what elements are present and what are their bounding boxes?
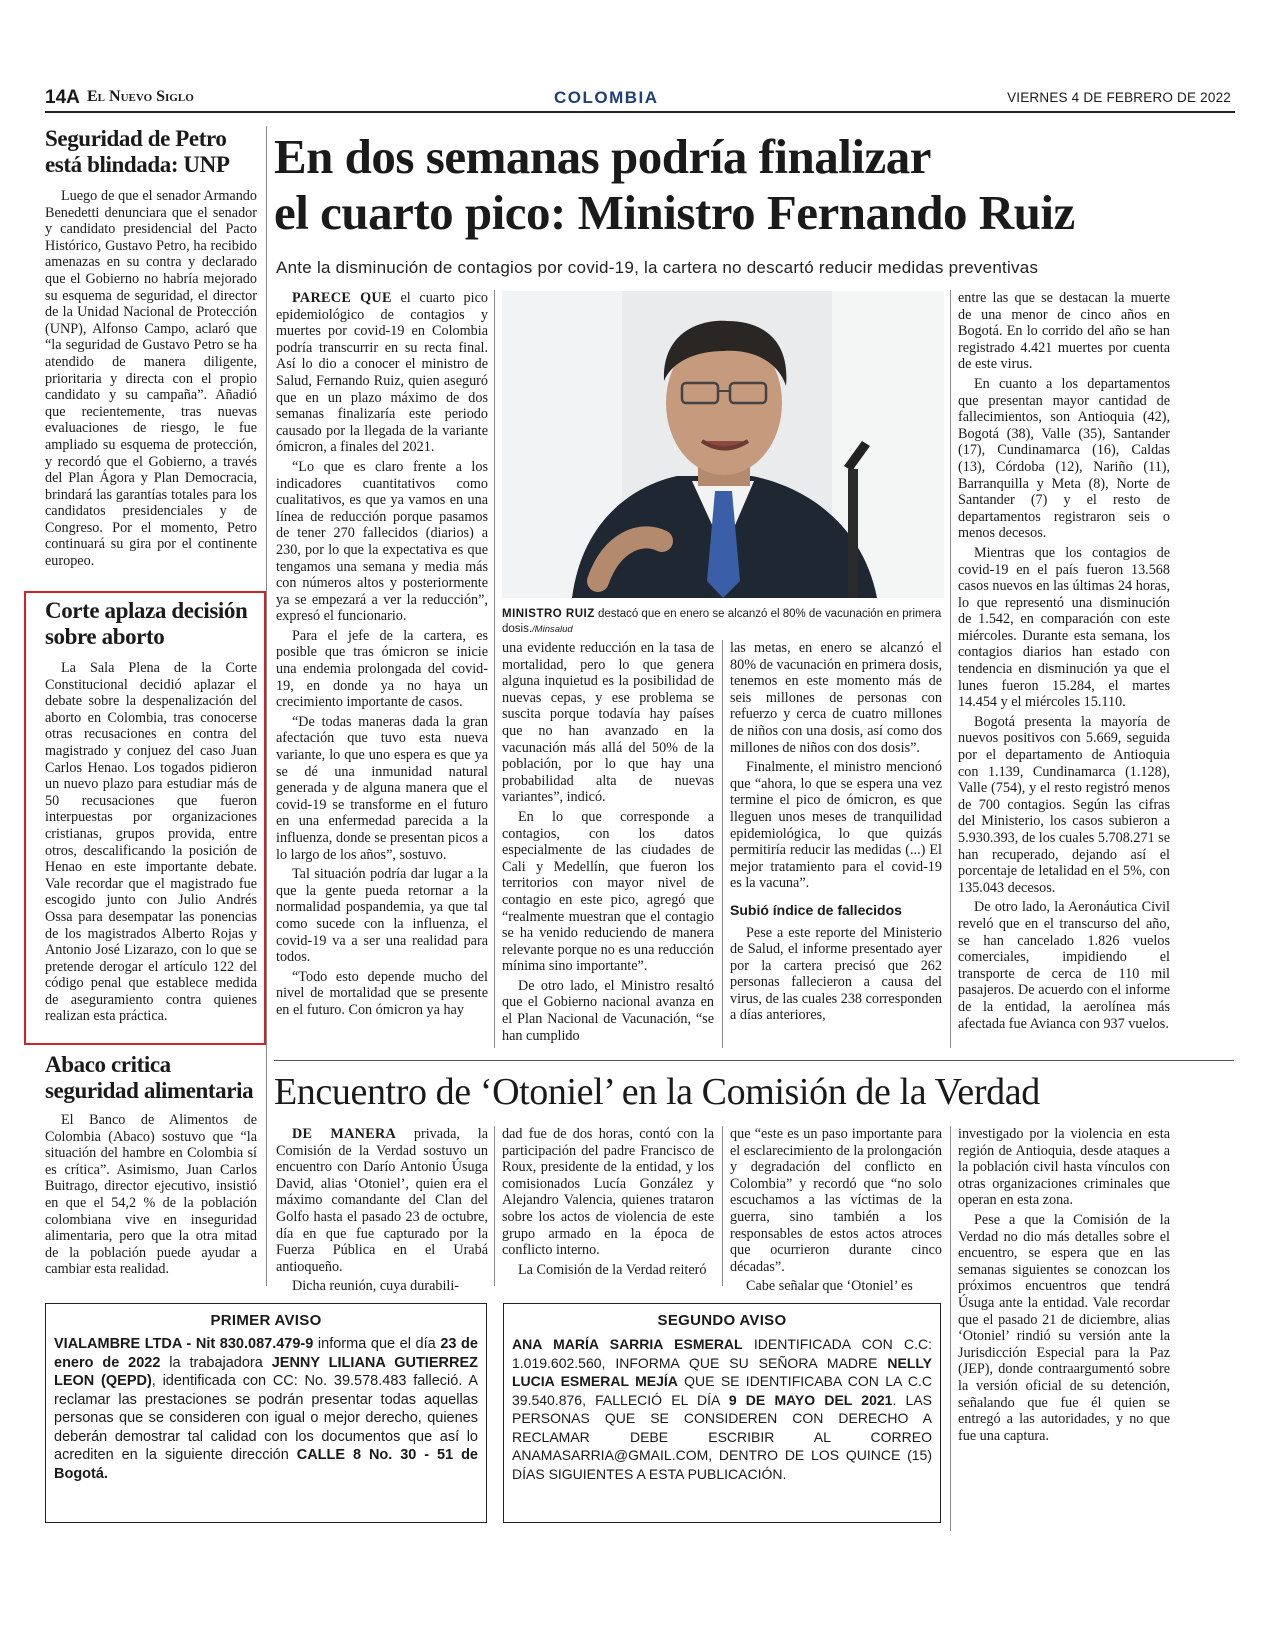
photo-credit: /Minsalud <box>532 624 573 635</box>
column-rule <box>950 290 951 1048</box>
photo-caption-lead: MINISTRO RUIZ <box>502 608 595 620</box>
notice-segundo-aviso <box>503 1303 941 1523</box>
section-label: COLOMBIA <box>554 88 659 107</box>
column-rule <box>722 640 723 1048</box>
sidebar-story-abaco <box>45 1052 257 1278</box>
sidebar-body-aborto: La Sala Plena de la Corte Constitucional decidió aplazar el debate sobre la despenalización del aborto en Colombia, tras conocerse otras recusaciones en contra del magistrado y conjuez del caso Juan Carlos Henao. Los togados pidieron un nuevo plazo para estudiar más de 50 recusaciones que fueron interpuestas por organizaciones cristianas, grupos provida, entre otros, descalificando la posición de Henao en este importante debate. Vale recordar que el magistrado fue escogido junto con Julio Andrés Ossa para desempatar las ponencias de los magistrados Alberto Rojas y Antonio José Lizarazo, con lo que se pretende derogar el artículo 122 del código penal que establece medida de aseguramiento contra quienes realizan esta práctica. <box>45 660 257 1025</box>
main-column-1: PARECE QUE el cuarto pico epidemiológico de contagios y muertes por covid-19 en Colombia podría transcurrir en su recta final. Así lo dio a conocer el ministro de Salud, Fernando Ruiz, quien aseguró que en un plazo máximo de dos semanas finalizaría este periodo causado por la llegada de la variante ómicron, a finales del 2021. “Lo que es claro frente a los indicadores cuantitativos como cualitativos, es que ya vamos en una línea de reducción porque pasamos de tener 270 fallecidos (diarios) a 230, por lo que la expectativa es que tengamos una semana y media más con números altos y posteriormente ya se empezará a ver la reducción”, expresó el funcionario. Para el jefe de la cartera, es posible que tras ómicron se inicie una endemia prolongada del covid-19, en donde ya no haya un crecimiento importante de casos. “De todas maneras dada la gran afectación que tuvo esta nueva variante, lo que uno espera es que ya se dé una inmunidad natural generada y de alguna manera que el covid-19 se transforme en el futuro en una enfermedad parecida a la influenza, donde se presentan picos a lo largo de los años”, sostuvo. Tal situación podría dar lugar a la que la gente pueda retornar a la normalidad pospandemia, ya que tal como sucede con la influenza, el covid-19 va a ser una realidad para todos. “Todo esto depende mucho del nivel de mortalidad que se presente en el futuro. Con ómicron ya hay <box>276 290 488 1018</box>
second-column-1: DE MANERA privada, la Comisión de la Verdad sostuvo un encuentro con Darío Antonio Úsuga David, alias ‘Otoniel’, quien era el máximo comandante del Clan del Golfo hasta el pasado 23 de octubre, día en que fue capturado por la Fuerza Pública en el Urabá antioqueño. Dicha reunión, cuya durabili- <box>276 1126 489 1295</box>
minister-photo <box>502 291 944 598</box>
photo-caption <box>502 607 946 637</box>
main-column-3: las metas, en enero se alcanzó el 80% de vacunación en primera dosis, tenemos en este momento más de seis millones de personas con refuerzo y cerca de cuatro millones de niños con una dosis, así como dos millones de niños con dos dosis”. Finalmente, el ministro mencionó que “ahora, lo que se espera una vez termine el pico de ómicron, es que lleguen unos meses de tranquilidad epidemiológica, lo que quizás permitiría reducir las medidas (...) El mejor tratamiento para el covid-19 es la vacuna”. Subió índice de fallecidos Pese a este reporte del Ministerio de Salud, el informe presentado ayer por la cartera precisó que 262 personas fallecieron a causa del virus, de las cuales 238 corresponden a días anteriores, <box>730 640 942 1024</box>
column-rule <box>494 1126 495 1286</box>
sidebar-story-petro <box>45 126 257 570</box>
notice-primer-aviso <box>45 1303 487 1523</box>
second-column-3: que “este es un paso importante para el esclarecimiento de la prolongación y degradación del conflicto en Colombia” y recordó que “no solo escuchamos a las víctimas de la guerra, sino también a los responsables de estos actos atroces que ocurrieron durante cinco décadas”. Cabe señalar que ‘Otoniel’ es <box>730 1126 942 1295</box>
paper-name: El Nuevo Siglo <box>87 88 194 105</box>
sidebar-title-abaco: Abaco critica seguridad alimentaria <box>45 1052 254 1103</box>
main-headline-line2: el cuarto pico: Ministro Fernando Ruiz <box>274 185 1075 240</box>
second-lead: DE MANERA <box>292 1126 397 1142</box>
main-column-4: entre las que se destacan la muerte de una menor de cinco años en Bogotá. En lo corrido del año se han registrado 4.421 muertes por cuenta de este virus. En cuanto a los departamentos que presentan mayor cantidad de fallecimientos, son Antioquia (42), Bogotá (38), Valle (35), Santander (17), Cundinamarca (16), Caldas (13), Córdoba (12), Nariño (11), Barranquilla y Meta (8), Norte de Santander (7) y el resto de departamentos registraron seis o menos decesos. Mientras que los contagios de covid-19 en el país fueron 13.568 casos nuevos en las últimas 24 horas, lo que representó una disminución de 1.542, en comparación con este miércoles. Durante esta semana, los contagios diarios han estado con tendencia en disminución ya que el lunes fueron 15.284, el martes 14.454 y el miércoles 15.110. Bogotá presenta la mayoría de nuevos positivos con 5.669, seguida por el departamento de Antioquia con 1.139, Cundinamarca (1.128), Valle (754), y el resto registró menos de 700 contagios. Según las cifras del Ministerio, los casos subieron a 5.930.393, de los cuales 5.708.271 se han recuperado, dejando así el porcentaje de letalidad en el 5%, con 135.043 decesos. De otro lado, la Aeronáutica Civil reveló que en el transcurso del año, se han cancelado 1.826 vuelos comerciales, impidiendo el transporte de cerca de 110 mil pasajeros. De acuerdo con el informe de la entidad, la aerolínea más afectada fue Avianca con 937 vuelos. <box>958 290 1170 1032</box>
photo-caption-text: destacó que en enero se alcanzó el 80% de vacunación en primera dosis. <box>502 608 942 635</box>
sidebar-body-petro: Luego de que el senador Armando Benedetti denunciara que el senador y candidato presidencial del Pacto Histórico, Gustavo Petro, ha recibido amenazas en su contra y declarado que el Gobierno no habría mejorado su esquema de seguridad, el director de la Unidad Nacional de Protección (UNP), Alfonso Campo, aclaró que “la seguridad de Gustavo Petro se ha atendido de manera diligente, prioritaria y directa con el propio candidato y su campaña”. Añadió que recientemente, tras nuevas evaluaciones de riesgo, le fue ampliado su esquema de protección, y recordó que el Gobierno, a través del Plan Ágora y Plan Democracia, brindará las garantías totales para los candidatos presidenciales y de Congreso. Por el momento, Petro continuará su gira por el continente europeo. <box>45 188 257 570</box>
column-rule <box>722 1126 723 1286</box>
subhead-fallecidos: Subió índice de fallecidos <box>730 901 902 918</box>
column-rule <box>950 1126 951 1531</box>
minister-portrait-icon <box>502 291 944 598</box>
notice-body: ANA MARÍA SARRIA ESMERAL IDENTIFICADA CON C.C: 1.019.602.560, INFORMA QUE SU SEÑORA MADRE NELLY LUCIA ESMERAL MEJÍA QUE SE IDENTIFICABA CON LA C.C 39.540.876, FALLECIÓ EL DÍA 9 DE MAYO DEL 2021. LAS PERSONAS QUE SE CONSIDEREN CON DERECHO A RECLAMAR DEBE ESCRIBIR AL CORREO ANAMASARRIA@GMAIL.COM, DENTRO DE LOS QUINCE (15) DÍAS SIGUIENTES A ESTA PUBLICACIÓN. <box>512 1336 933 1482</box>
sidebar-title-petro: Seguridad de Petro está blindada: UNP <box>45 126 230 177</box>
page-header <box>45 84 1235 114</box>
sidebar-title-aborto: Corte aplaza decisión sobre aborto <box>45 598 248 649</box>
main-column-2: una evidente reducción en la tasa de mortalidad, pero lo que genera alguna inquietud es la posibilidad de nuevas cepas, y ese problema se suscita porque todavía hay países que no han avanzado en la vacunación más allá del 50% de la población, por lo que hay una probabilidad alta de nuevas variantes”, indicó. En lo que corresponde a contagios, con los datos especialmente de las ciudades de Cali y Medellín, que fueron los territorios con mayor nivel de contagio en este pico, agregó que “realmente muestran que el contagio se ha venido reduciendo de manera relevante porque no es una reducción mínima sino importante”. De otro lado, el Ministro resaltó que el Gobierno nacional avanza en el Plan Nacional de Vacunación, “se han cumplido <box>502 640 714 1044</box>
main-headline <box>274 129 1234 241</box>
second-column-2: dad fue de dos horas, contó con la participación del padre Francisco de Roux, presidente de la entidad, y los comisionados Lucía González y Alejandro Valencia, quienes trataron sobre los actos de violencia de este grupo armado en la época de conflicto interno. La Comisión de la Verdad reiteró <box>502 1126 714 1278</box>
main-headline-line1: En dos semanas podría finalizar <box>274 129 931 184</box>
sidebar-story-aborto <box>45 598 257 1025</box>
main-lead: PARECE QUE <box>292 290 392 306</box>
issue-date: VIERNES 4 DE FEBRERO DE 2022 <box>1007 90 1231 105</box>
second-column-4: investigado por la violencia en esta región de Antioquia, desde ataques a la población civil hasta vínculos con otras organizaciones criminales que operan en esta zona. Pese a que la Comisión de la Verdad no dio más detalles sobre el encuentro, se espera que en las semanas siguientes se conozcan los próximos encuentros que tendrá Úsuga ante la entidad. Vale recordar que el pasado 21 de diciembre, alias ‘Otoniel’ rindió su versión ante la Jurisdicción Especial para la Paz (JEP), donde contraargumentó sobre la versión oficial de su detención, señalando que fue él quien se entregó a las autoridades, y no que fue una captura. <box>958 1126 1170 1444</box>
sidebar-divider <box>266 126 267 1286</box>
notice-body: VIALAMBRE LTDA - Nit 830.087.479-9 informa que el día 23 de enero de 2022 la trabajadora JENNY LILIANA GUTIERREZ LEON (QEPD), identificada con CC: No. 39.578.483 falleció. A reclamar las prestaciones se podrán presentar todas aquellas personas que se consideren con igual o mejor derecho, quienes deberán demostrar tal calidad con los documentos que así lo acrediten en la siguiente dirección CALLE 8 No. 30 - 51 de Bogotá. <box>54 1336 479 1482</box>
second-headline: Encuentro de ‘Otoniel’ en la Comisión de la Verdad <box>274 1071 1040 1113</box>
page-number: 14A <box>45 87 80 108</box>
notice-title: SEGUNDO AVISO <box>657 1312 787 1329</box>
story-divider <box>274 1060 1234 1061</box>
notice-title: PRIMER AVISO <box>210 1312 322 1329</box>
main-deck: Ante la disminución de contagios por covid-19, la cartera no descartó reducir medidas preventivas <box>276 258 1039 277</box>
sidebar-body-abaco: El Banco de Alimentos de Colombia (Abaco) sostuvo que “la situación del hambre en Colombia sí es crítica”. Asimismo, Juan Carlos Buitrago, director ejecutivo, insistió en que el 54,2 % de la población colombiana vive en inseguridad alimentaria, pero que la otra mitad de la población puede ayudar a cambiar esta realidad. <box>45 1112 257 1278</box>
column-rule <box>494 290 495 1048</box>
header-rule <box>45 111 1235 113</box>
